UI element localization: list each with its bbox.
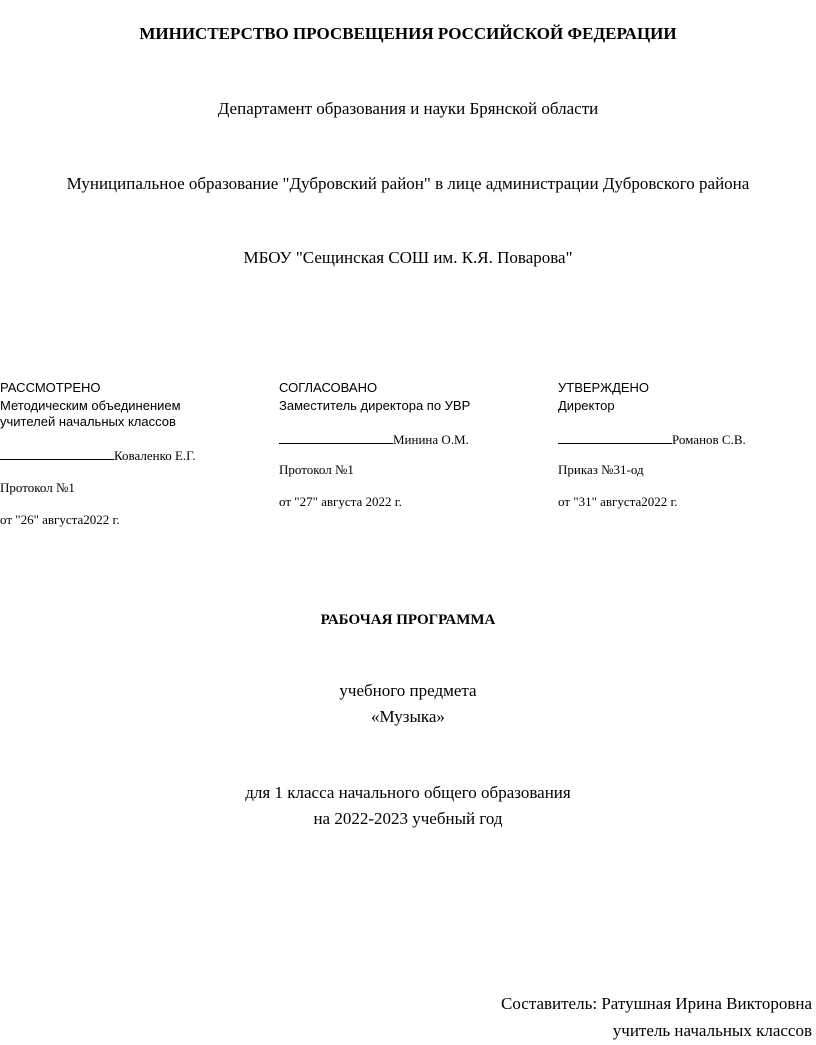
agreed-line1: Заместитель директора по УВР xyxy=(279,398,471,413)
program-subject-line: учебного предмета xyxy=(339,681,477,700)
department-name: Департамент образования и науки Брянской области xyxy=(217,99,599,118)
author-composer: Составитель: Ратушная Ирина Викторовна xyxy=(501,994,812,1013)
agreed-title: СОГЛАСОВАНО xyxy=(279,380,378,395)
approved-title: УТВЕРЖДЕНО xyxy=(558,380,650,395)
agreed-date: от "27" августа 2022 г. xyxy=(279,494,402,509)
agreed-signature-line xyxy=(279,430,469,448)
signature-underline xyxy=(558,430,672,444)
signature-underline xyxy=(279,430,393,444)
program-title: РАБОЧАЯ ПРОГРАММА xyxy=(320,612,496,628)
approved-signer: Романов С.В. xyxy=(672,432,746,447)
approved-order: Приказ №31-од xyxy=(558,462,644,477)
approved-line1: Директор xyxy=(558,398,615,413)
approved-date: от "31" августа2022 г. xyxy=(558,494,678,509)
approved-signature-line xyxy=(558,430,746,448)
signature-underline xyxy=(0,446,114,460)
ministry-title: МИНИСТЕРСТВО ПРОСВЕЩЕНИЯ РОССИЙСКОЙ ФЕДЕРАЦИИ xyxy=(139,24,677,43)
agreed-signer: Минина О.М. xyxy=(393,432,469,447)
agreed-protocol: Протокол №1 xyxy=(279,462,354,477)
program-subject: «Музыка» xyxy=(371,707,445,726)
reviewed-line2: учителей начальных классов xyxy=(0,414,176,429)
program-class-line: для 1 класса начального общего образования xyxy=(245,783,571,802)
reviewed-title: РАССМОТРЕНО xyxy=(0,380,101,395)
program-year-line: на 2022-2023 учебный год xyxy=(313,809,503,828)
reviewed-line1: Методическим объединением xyxy=(0,398,181,413)
school-name: МБОУ "Сещинская СОШ им. К.Я. Поварова" xyxy=(243,248,573,267)
author-role: учитель начальных классов xyxy=(612,1021,812,1040)
reviewed-signer: Коваленко Е.Г. xyxy=(114,448,196,463)
reviewed-signature-line xyxy=(0,446,196,464)
reviewed-protocol: Протокол №1 xyxy=(0,480,75,495)
reviewed-date: от "26" августа2022 г. xyxy=(0,512,120,527)
municipality-name: Муниципальное образование "Дубровский район" в лице администрации Дубровского района xyxy=(66,174,750,193)
